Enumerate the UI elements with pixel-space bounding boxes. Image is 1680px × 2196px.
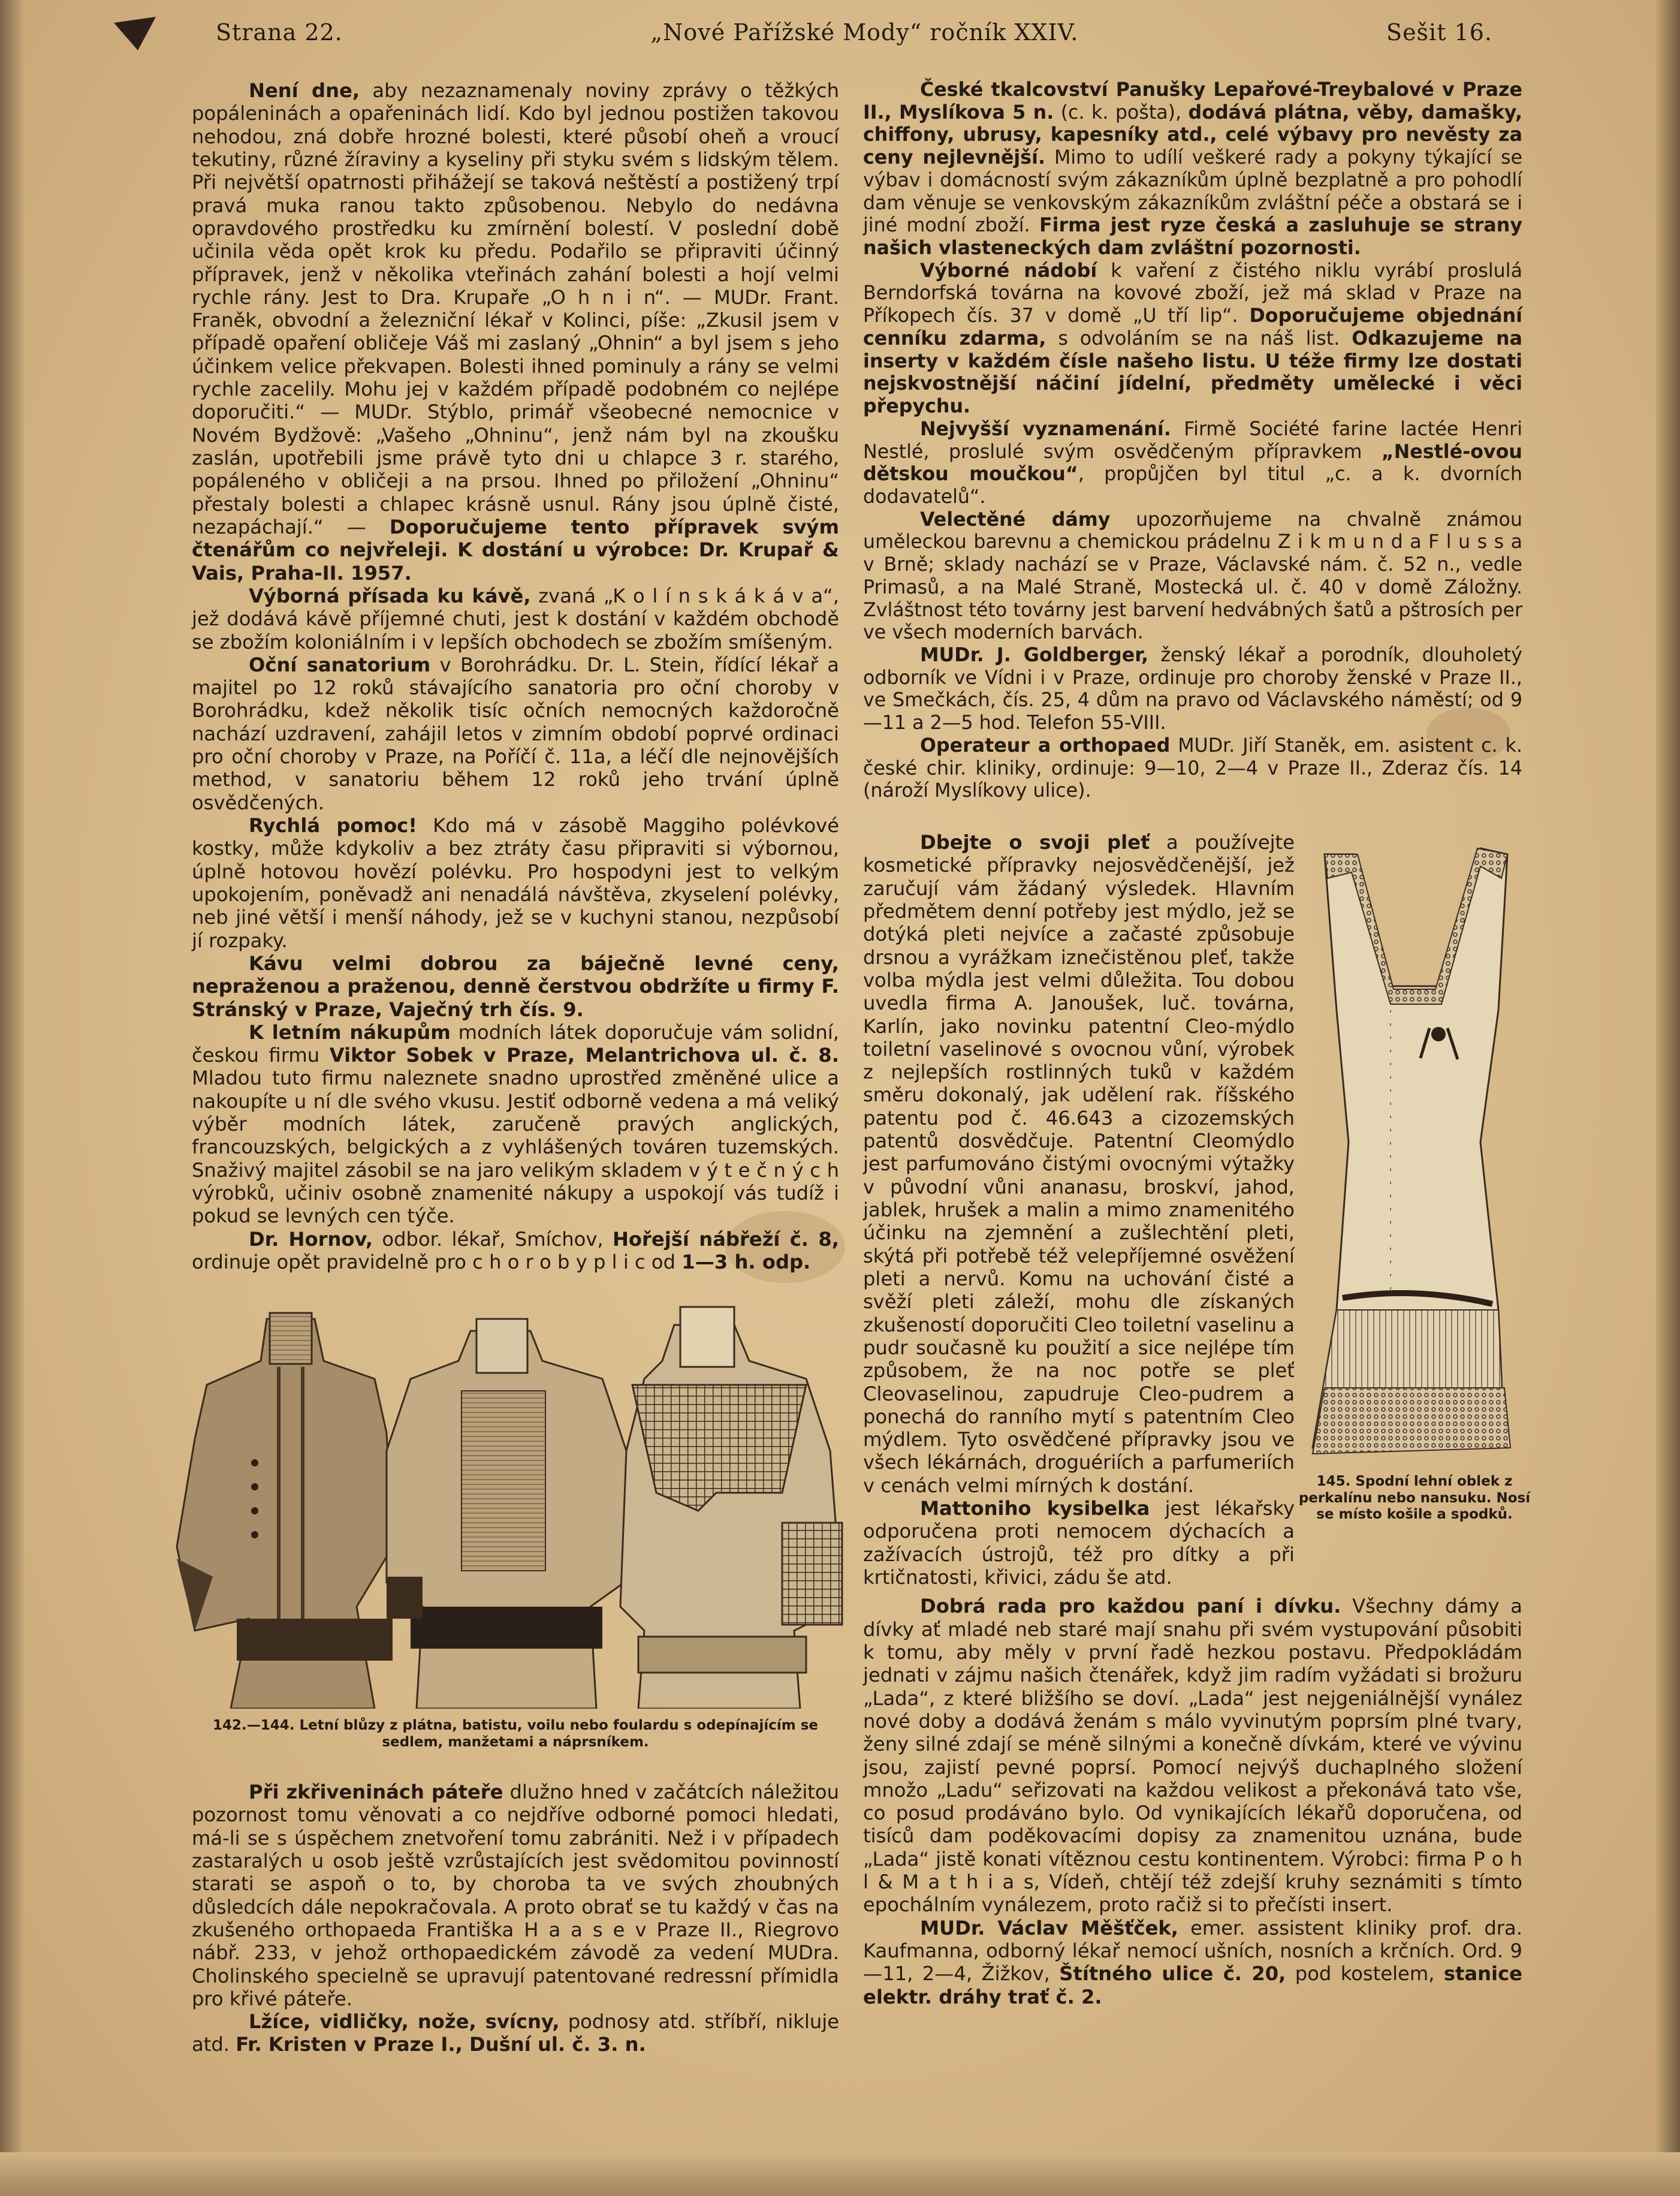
article-goldberger <box>863 644 1522 735</box>
article-text: s odvoláním se na náš list. <box>1046 327 1352 350</box>
article-text: od <box>645 1250 682 1273</box>
article-spaced: Z i k m u n d a F l u s s a <box>1277 531 1523 553</box>
article-laundry <box>863 509 1522 644</box>
right-column-lower <box>863 1595 1522 2008</box>
article-text: v Praze II., Riegrovo nábř. 233, v jehož orthopaedickém závodě za vedení MUDra. Cholinského specielně se upravují patentované redressní přímidla pro křivé páteře. <box>192 1918 840 2010</box>
article-spaced: P o h l & M a t h i a s <box>863 1847 1523 1894</box>
article-text: dlužno hned v začátcích náležitou pozornost tomu věnovati a co nejdříve odborné pomoci hledati, má-li se s úspěchem znetvoření tomu zabrániti. Než i v případech zastaralých u osob ještě vzrůstajících jest svědomitou povinností starati se aspoň o to, by choroba ta ve svých zhoubných důsledcích dále nepokračovala. A proto obrať se tu každý v čas na zkušeného orthopaeda Františka <box>192 1781 839 1941</box>
corner-fold-mark <box>114 17 156 50</box>
article-lead: Kávu velmi dobrou za báječně levné ceny, nepraženou a praženou, denně čerstvou obdržíte u firmy F. Stránský v Praze, Vaječný trh čís. 9. <box>192 951 839 1021</box>
article-emphasis: Viktor Sobek v Praze, Melantrichova ul. č. 8. <box>329 1044 840 1067</box>
left-column-lower <box>192 1781 839 2056</box>
article-emphasis: Doporučujeme tento přípravek svým čtenářům co nejvřeleji. K dostání u výrobce: Dr. Krupař & Vais, Praha-II. 1957. <box>192 515 839 585</box>
article-sobek <box>192 1021 839 1228</box>
article-spaced: c h o r o b y p l i c <box>472 1250 646 1273</box>
article-emphasis: Fr. Kristen v Praze I., Dušní ul. č. 3. n. <box>236 2033 646 2056</box>
article-text: jest lékařsky odporučena proti nemocem dýchacích a zažívacích ústrojů, též pro dítky a při krtičnatosti, křivici, zádu še atd. <box>863 1497 1295 1589</box>
right-column <box>863 79 1522 803</box>
article-text: v Brně; sklady nachází se v Praze, Václavské nám. č. 52 n., vedle Primasů, a na Malé Straně, Mostecká ul. č. 40 v domě Záložny. Zvláštnost této továrny jest barvení hedvábných šatů a pštrosích per ve všech moderních barvách. <box>863 554 1522 644</box>
article-kristen <box>192 2010 839 2056</box>
article-cleo <box>863 831 1295 1497</box>
article-lead: Rychlá pomoc! <box>249 814 417 837</box>
article-coffee-additive <box>192 585 839 653</box>
article-cookware <box>863 260 1522 418</box>
article-weaving <box>863 79 1522 260</box>
page-number: Strana 22. <box>216 19 343 46</box>
article-lead: Mattoniho kysibelka <box>920 1497 1150 1520</box>
article-text: odbor. lékař, Smíchov, <box>373 1227 613 1251</box>
article-nestle <box>863 418 1522 509</box>
article-text: ženský lékař a porodník, dlouholetý odborník ve Vídni i v Praze, ordinuje pro choroby ženské v Praze II., ve Smečkách, čís. 25, 4 dům na pravo od Václavského náměstí; od 9—11 a 2—5 hod. Telefon 55-VIII. <box>863 644 1522 734</box>
article-text: ordinuje opět pravidelně pro <box>192 1250 473 1273</box>
article-stanek <box>863 735 1522 803</box>
article-emphasis: 1—3 h. odp. <box>681 1250 811 1273</box>
article-text: k vaření z čistého niklu vyrábí proslulá Berndorfská továrna na kovové zboží, jež má sklad v Praze na Příkopech čís. 37 v domě „U tří lip“. <box>863 260 1522 327</box>
blouse-144 <box>620 1307 842 1709</box>
article-emphasis: Doporučujeme objednání cenníku zdarma, <box>863 305 1522 350</box>
blouses-illustration <box>159 1295 860 1709</box>
article-lead: Operateur a orthopaed <box>920 734 1171 757</box>
article-ohnin <box>192 79 839 585</box>
article-maggi <box>192 814 839 952</box>
blouse-142 <box>177 1313 393 1709</box>
page-header <box>216 14 1492 50</box>
article-text: Kdo má v zásobě Maggiho polévkové kostky, může kdykoliv a bez ztráty času připraviti si výbornou, úplně hotovou hovězí polévku. Pro hospodyni jest to velkým upokojením, poněvadž ani nenadálá návštěva, zkyselení polévky, neb jiné větší i menší náhody, jež se v kuchyni stanou, nezpůsobí jí rozpaky. <box>192 814 839 952</box>
article-text: v Borohrádku. Dr. L. Stein, řídící lékař a majitel po 12 roků stávajícího sanatoria pro oční choroby v Borohrádku, kdež několik tisíc očních nemocných každoročně nachází uzdravení, zahájil letos v zimním období poprvé ordinaci pro oční choroby v Praze, na Poříčí č. 11a, a léčí dle nejnovějších method, v sanatoriu během 12 roků jeho trvání úplně osvědčených. <box>192 653 839 814</box>
article-text: (c. k. pošta), <box>1054 101 1189 123</box>
article-text: Všechny dámy a dívky ať mladé neb staré mají snahu při svém vystupování působiti k tomu, aby měly v první řadě hezkou postavu. Předpokládám jednati v zájmu našich čtenářek, když jim radím vyžádati si brožuru „Lada“, z které bližšího se doví. „Lada“ jest nejgeniálnější vynález nové doby a dodává ženám s málo vyvinutým poprsím plné tvary, ženy silné zdají se méně silnými a konečně dívkám, které ve vývinu jsou, zajistí pevné poprsí. Pomocí nejvýš duchaplného složení množo „Ladu“ seřizovati na každou velikost a překonává tato vše, co posud prodáváno bylo. Od vynikajících lékařů doporučena, od tisíců dam poděkovacími dopisy za znamenitou uznána, bude „Lada“ jistě konati vítěznou cestu kontinentem. Výrobci: firma <box>863 1595 1522 1870</box>
article-emphasis: stanice elektr. dráhy trať č. 2. <box>863 1962 1522 2008</box>
article-coffee-stransky <box>192 952 839 1021</box>
article-text: Firmě Société farine lactée Henri Nestlé, proslulé svým osvědčeným přípravkem <box>863 418 1522 463</box>
right-column-narrow <box>863 831 1295 1589</box>
article-eye-sanatorium <box>192 653 839 814</box>
article-emphasis: Odkazujeme na inserty v každém čísle našeho listu. U téže firmy lze dostati nejskvostnější náčiní jídelní, předměty umělecké i věci přepychu. <box>863 327 1523 418</box>
article-text: a používejte kosmetické přípravky nejosvědčenější, jež zaručují vám žádaný výsledek. Hlavním předmětem denní potřeby jest mýdlo, jež se dotýká pleti nejvíce a začasté způsobuje drsnou a vyrážkam iznečistěnou pleť, takže volba mýdla jest velmi důležita. Tou dobou uvedla firma A. Janoušek, luč. továrna, Karlín, jako novinku patentní Cleo-mýdlo toiletní vaselinové s ovocnou vůní, výrobek z nejlepších rostlinných tuků v každém směru dokonalý, jak udělení rak. říšského patentu pod č. 46.643 a cizozemských patentů dosvědčuje. Patentní Cleomýdlo jest parfumováno čistými ovocnými výtažky v původní vůni ananasu, broskví, jahod, jablek, hrušek a malin a mimo znamenitého účinku na zjemnění a zušlechtění pleti, skýtá při potřebě též velepříjemné osvěžení pleti a nervů. Komu na uchování čisté a svěží pleti záleží, mohu dle získaných zkušeností doporučiti Cleo toiletní vaselinu a pudr současně ku použití a sice nejlépe tím způsobem, že na noc potře se pleť Cleovaselinou, zapudruje Cleo-pudrem a ponechá do ranního mytí s patentním Cleo mýdlem. Tyto osvědčené přípravky jsou ve všech lékárnách, droguériích a parfumeriích v cenách velmi mírných k dostání. <box>863 831 1295 1497</box>
article-mattoni <box>863 1497 1295 1589</box>
article-emphasis: Firma jest ryze česká a zasluhuje se strany našich vlasteneckých dam zvláštní pozornosti. <box>863 215 1522 260</box>
article-text: Mladou tuto firmu naleznete snadno uprostřed změněné ulice a nakoupíte u ní dle svého vkusu. Jestiť odborně vedena a má veliký výběr modních látek, zaručeně pravých anglických, francouzských, belgických a z vyhlášených továren tuzemských. Snaživý majitel zásobil se na jaro velikým skladem v ý t e č n ý c h výrobků, učiniv osobně znamenité nákupy a uspokojí vás tudíž i pokud se levných cen týče. <box>192 1067 839 1228</box>
article-text: Mimo to udílí veškeré rady a pokyny týkající se výbav i domácností svým zákazníkům úplně bezplatně a pro pohodlí dam věnuje se venkovským zákazníkům zvláštní péče a obstará se i jiné modní zboží. <box>863 147 1522 237</box>
article-text: emer. assistent kliniky prof. dra. Kaufmanna, odborný lékař nemocí ušních, nosních a krčních. Ord. 9—11, 2—4, Žižkov, <box>863 1916 1522 1986</box>
page-edge-left <box>0 0 24 2196</box>
slip-caption: 145. Spodní lehní oblek z perkalínu nebo nansuku. Nosí se místo košile a spodků. <box>1298 1474 1531 1523</box>
article-emphasis: Štítného ulice č. 20, <box>1059 1962 1286 1986</box>
article-spaced: H a a s e <box>524 1918 625 1941</box>
article-text: modních látek doporučuje vám solidní, českou firmu <box>192 1020 839 1067</box>
article-lead: Oční sanatorium <box>249 653 431 676</box>
article-lead: Není dne, <box>249 79 360 102</box>
article-mestcek <box>863 1917 1522 2008</box>
article-lead: České tkalcovství Panušky Lepařové-Treybalové v Praze II., Myslíkova 5 n. <box>863 79 1522 123</box>
blouse-143 <box>387 1319 632 1709</box>
article-text: , Vídeň, chtějí též zdejší kruhy seznámiti s tímto epochálním vynálezem, proto račiž si to přečísti insert. <box>863 1870 1522 1917</box>
page-edge-right <box>1656 0 1680 2196</box>
article-text: pod kostelem, <box>1286 1962 1444 1986</box>
article-lead: MUDr. J. Goldberger, <box>920 644 1149 666</box>
article-emphasis: Hořejší nábřeží č. 8, <box>612 1227 839 1251</box>
article-lead: Výborná přísada ku kávě, <box>249 584 531 607</box>
article-lead: K letním nákupům <box>249 1020 451 1044</box>
article-lead: Velectěné dámy <box>920 508 1111 531</box>
article-lead: Při zkřiveninách páteře <box>249 1781 503 1803</box>
article-text: aby nezaznamenaly noviny zprávy o těžkých popáleninách a opařeninách lidí. Kdo byl jednou postižen takovou nehodou, zná dobře hrozné bolesti, které působí oheň a vroucí tekutiny, různé žíraviny a kyseliny při styku svém s lidským tělem. Při největší opatrnosti přihážejí se taková neštěstí a postižený trpí pravá muka ranou takto způsobenou. Nebylo do nedávna opravdového prostředku ku zmírnění bolestí. V poslední době učinila věda opět krok ku předu. Podařilo se připraviti účinný přípravek, jenž v několika vteřinách zahání bolesti a hojí velmi rychle rány. Jest to Dra. Krupaře „O h n i n“. — MUDr. Frant. Franěk, obvodní a železniční lékař v Kolinci, píše: „Zkusil jsem v případě opaření obličeje Váš mi zaslaný „Ohnin“ a byl jsem s jeho účinkem velice překvapen. Bolesti ihned pominuly a rány se velmi rychle zacelily. Mohu jej v každém případě podobném co nejlépe doporučiti.“ — MUDr. Stýblo, primář všeobecné nemocnice v Novém Bydžově: „Vašeho „Ohninu“, jenž nám byl na zkoušku zaslán, upotřebili jsme právě tyto dni u chlapce 3 r. starého, popáleného v obličeji a na prsou. Ihned po přiložení „Ohninu“ přestaly bolesti a chlapec krásně usnul. Rány jsou úplně čisté, nezapáchají.“ — <box>192 79 839 538</box>
slip-illustration <box>1301 830 1522 1490</box>
article-text: podnosy atd. stříbří, nikluje atd. <box>192 2010 839 2056</box>
article-text: MUDr. Jiří Staněk, em. asistent c. k. české chir. kliniky, ordinuje: 9—10, 2—4 v Praze II., Zderaz čís. 14 (nároží Myslíkovy ulice). <box>863 734 1522 802</box>
magazine-title: „Nové Pařížské Mody“ ročník XXIV. <box>650 19 1079 46</box>
article-emphasis: „Nestlé-ovou dětskou moučkou“ <box>863 441 1522 486</box>
blouse-caption: 142.—144. Letní blůzy z plátna, batistu, voilu nebo foulardu s odepínajícím se sedlem, manžetami a náprsníkem. <box>212 1718 818 1750</box>
article-hornov <box>192 1228 839 1274</box>
article-lada <box>863 1595 1522 1916</box>
article-lead: Výborné nádobí <box>920 260 1097 282</box>
article-lead: MUDr. Václav Měšťček, <box>920 1916 1179 1939</box>
article-spine <box>192 1781 839 2010</box>
article-text: , propůjčen byl titul „c. a k. dvorních dodavatelů“. <box>863 463 1522 508</box>
page-bottom-edge <box>0 2152 1680 2196</box>
article-lead: Lžíce, vidličky, nože, svícny, <box>249 2010 560 2034</box>
article-lead: Dbejte o svoji pleť <box>920 831 1150 854</box>
left-column <box>192 79 839 1273</box>
issue-number: Sešit 16. <box>1386 19 1492 46</box>
article-lead: Dobrá rada pro každou paní i dívku. <box>920 1595 1341 1618</box>
article-text: zvaná „K o l í n s k á k á v a“, jež dodává kávě příjemné chuti, jest k dostání v každém obchodě se zbožím koloniálním i v lepších obchodech se zbožím smíšeným. <box>192 584 840 653</box>
article-text: upozorňujeme na chvalně známou uměleckou barevnu a chemickou prádelnu <box>863 508 1522 553</box>
article-emphasis: dodává plátna, věby, damašky, chiffony, ubrusy, kapesníky atd., celé výbavy pro nevěsty za ceny nejlevnější. <box>863 101 1523 169</box>
article-lead: Nejvyšší vyznamenání. <box>920 418 1171 440</box>
article-lead: Dr. Hornov, <box>249 1227 373 1251</box>
